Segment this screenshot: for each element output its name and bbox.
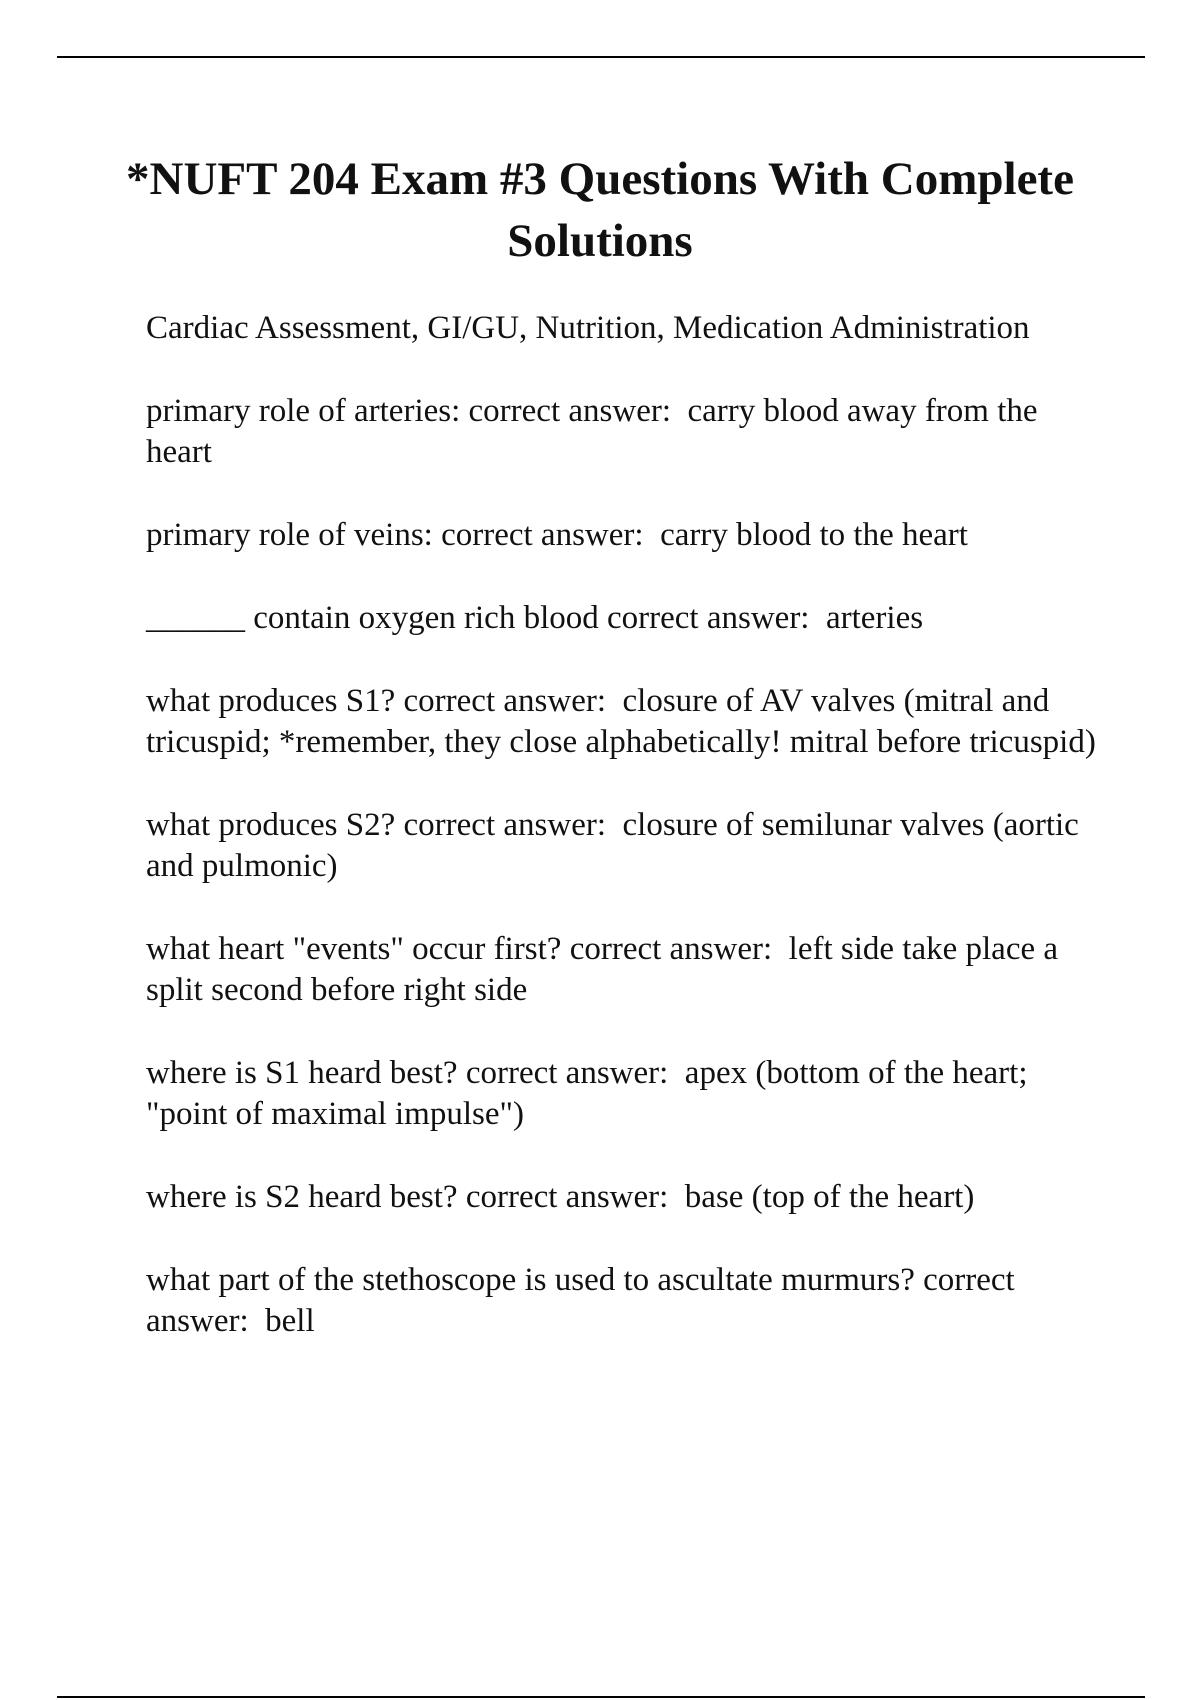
question: ______ contain oxygen rich blood <box>146 600 599 636</box>
qa-item <box>146 681 1096 763</box>
question: what heart "events" occur first? <box>146 931 562 967</box>
question: what produces S1? <box>146 683 396 719</box>
question: primary role of arteries: <box>146 393 461 429</box>
qa-item <box>146 1260 1096 1342</box>
question: primary role of veins: <box>146 517 433 553</box>
qa-item <box>146 391 1096 473</box>
document-subtitle: Cardiac Assessment, GI/GU, Nutrition, Medication Administration <box>146 310 1030 346</box>
answer-label: correct answer: <box>607 600 810 636</box>
qa-item <box>146 1053 1096 1135</box>
answer-label: correct answer: <box>403 683 606 719</box>
question: what produces S2? <box>146 807 396 843</box>
qa-item <box>146 598 1096 639</box>
answer-label: correct answer: <box>403 807 606 843</box>
question: what part of the stethoscope is used to ascultate murmurs? <box>146 1262 915 1298</box>
answer: carry blood to the heart <box>660 517 968 553</box>
answer: apex (bottom of the heart; "point of maximal impulse") <box>146 1055 1036 1132</box>
answer-label: correct answer: <box>441 517 644 553</box>
answer: closure of AV valves (mitral and tricuspid; *remember, they close alphabetically! mitral before tricuspid) <box>146 683 1096 760</box>
question: where is S1 heard best? <box>146 1055 458 1091</box>
qa-item <box>146 805 1096 887</box>
qa-item <box>146 1177 1096 1218</box>
answer-label: correct answer: <box>465 1179 669 1215</box>
answer: carry blood away from the heart <box>146 393 1046 470</box>
qa-item <box>146 929 1096 1011</box>
answer: arteries <box>825 600 924 636</box>
answer: left side take place a split second before right side <box>146 931 1067 1008</box>
bottom-divider <box>57 1696 1145 1698</box>
answer-label: correct answer: <box>465 1055 669 1091</box>
answer-label: correct answer: <box>569 931 773 967</box>
answer: bell <box>265 1303 315 1339</box>
qa-item <box>146 515 1096 556</box>
answer-label: correct answer: <box>146 1262 1023 1339</box>
document-title: *NUFT 204 Exam #3 Questions With Complete Solutions <box>126 153 1074 267</box>
answer: closure of semilunar valves (aortic and pulmonic) <box>146 807 1088 884</box>
question: where is S2 heard best? <box>146 1179 458 1215</box>
answer: base (top of the heart) <box>684 1179 975 1215</box>
top-divider <box>57 56 1145 58</box>
document-body <box>146 308 1096 1384</box>
answer-label: correct answer: <box>468 393 671 429</box>
